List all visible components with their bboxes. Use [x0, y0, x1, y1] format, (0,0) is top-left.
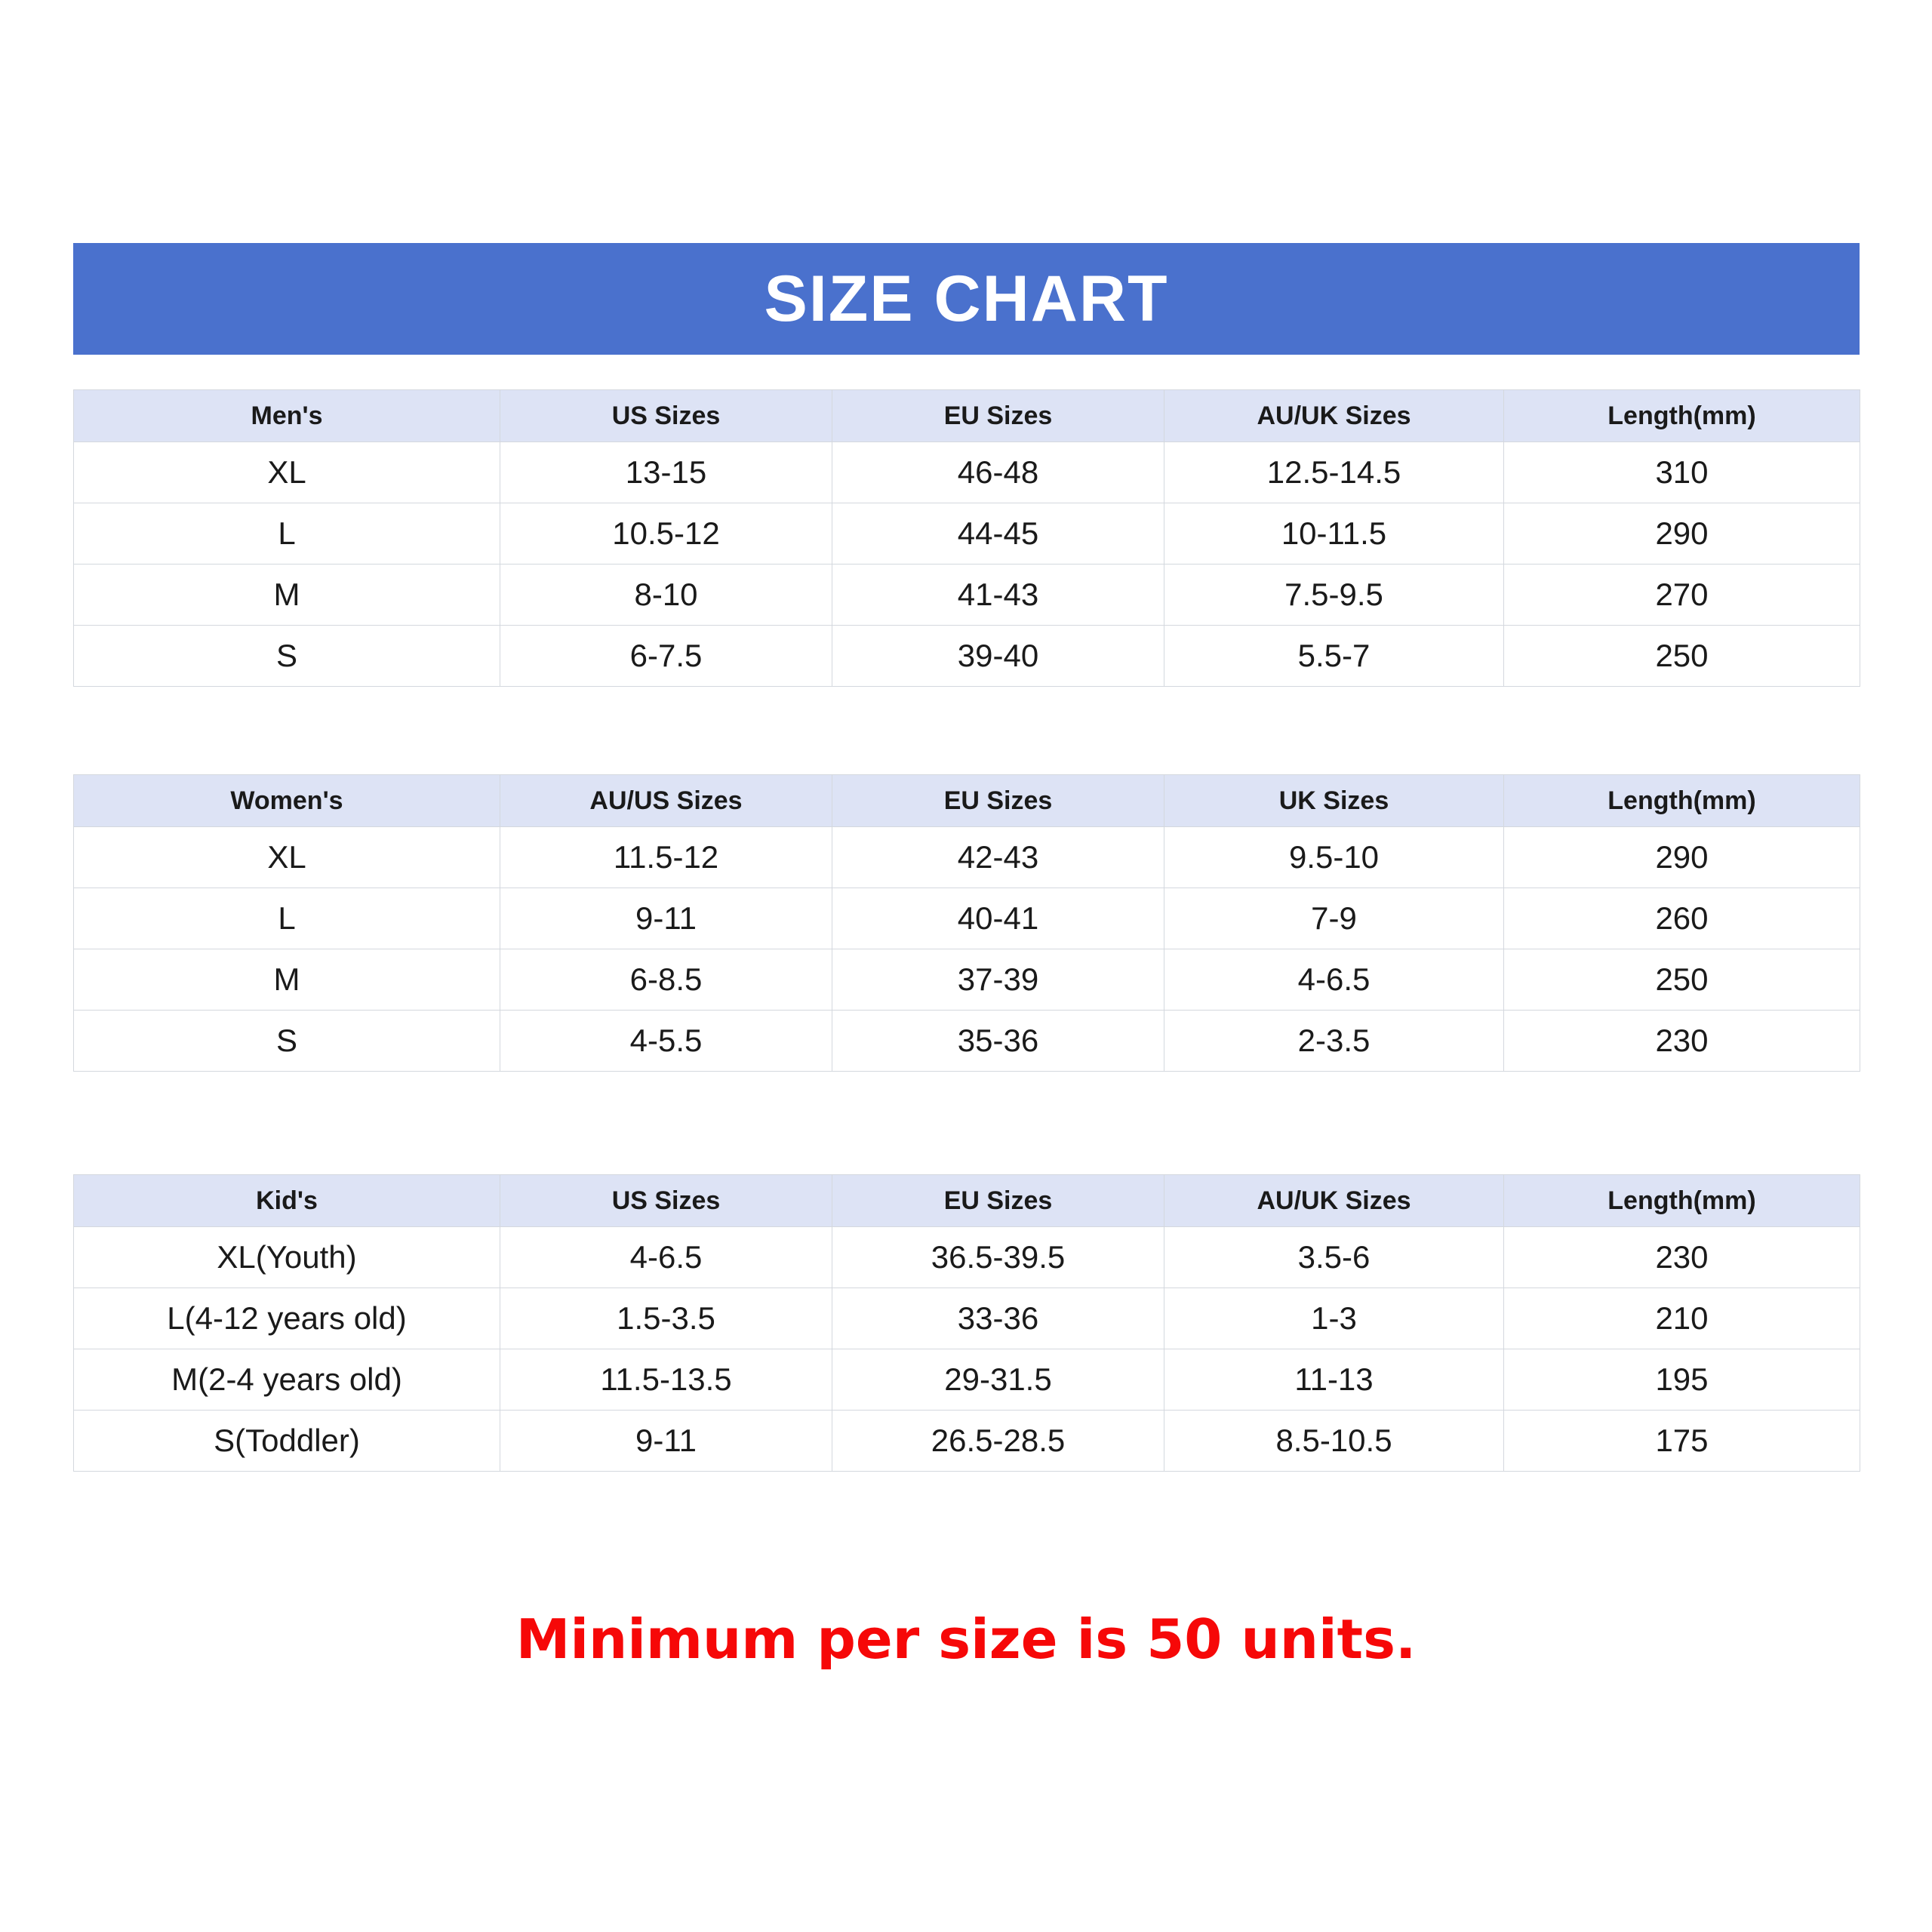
table-row: [74, 1227, 1860, 1288]
table-header-row: [74, 390, 1860, 442]
cell: XL: [74, 827, 500, 888]
cell: M(2-4 years old): [74, 1349, 500, 1411]
cell: 36.5-39.5: [832, 1227, 1164, 1288]
cell: 6-7.5: [500, 626, 832, 687]
cell: L(4-12 years old): [74, 1288, 500, 1349]
cell: 33-36: [832, 1288, 1164, 1349]
cell: 44-45: [832, 503, 1164, 565]
column-header: AU/UK Sizes: [1164, 1175, 1504, 1227]
cell: 260: [1504, 888, 1860, 949]
cell: 250: [1504, 949, 1860, 1011]
cell: 8.5-10.5: [1164, 1411, 1504, 1472]
cell: 230: [1504, 1011, 1860, 1072]
column-header: AU/UK Sizes: [1164, 390, 1504, 442]
table-row: [74, 442, 1860, 503]
cell: 12.5-14.5: [1164, 442, 1504, 503]
cell: S(Toddler): [74, 1411, 500, 1472]
column-header: Length(mm): [1504, 775, 1860, 827]
cell: L: [74, 888, 500, 949]
cell: L: [74, 503, 500, 565]
cell: 6-8.5: [500, 949, 832, 1011]
cell: S: [74, 1011, 500, 1072]
cell: 11.5-13.5: [500, 1349, 832, 1411]
cell: 29-31.5: [832, 1349, 1164, 1411]
table-row: [74, 949, 1860, 1011]
cell: 13-15: [500, 442, 832, 503]
cell: XL(Youth): [74, 1227, 500, 1288]
cell: S: [74, 626, 500, 687]
cell: 2-3.5: [1164, 1011, 1504, 1072]
cell: 35-36: [832, 1011, 1164, 1072]
cell: 1.5-3.5: [500, 1288, 832, 1349]
cell: 42-43: [832, 827, 1164, 888]
column-header: Length(mm): [1504, 390, 1860, 442]
table-row: [74, 626, 1860, 687]
column-header: UK Sizes: [1164, 775, 1504, 827]
cell: 11.5-12: [500, 827, 832, 888]
cell: 310: [1504, 442, 1860, 503]
cell: 26.5-28.5: [832, 1411, 1164, 1472]
column-header: US Sizes: [500, 390, 832, 442]
cell: XL: [74, 442, 500, 503]
cell: 4-6.5: [1164, 949, 1504, 1011]
table-row: [74, 827, 1860, 888]
column-header: Length(mm): [1504, 1175, 1860, 1227]
column-header: US Sizes: [500, 1175, 832, 1227]
cell: 250: [1504, 626, 1860, 687]
cell: 175: [1504, 1411, 1860, 1472]
cell: 11-13: [1164, 1349, 1504, 1411]
column-header: EU Sizes: [832, 775, 1164, 827]
cell: 270: [1504, 565, 1860, 626]
cell: 8-10: [500, 565, 832, 626]
table-row: [74, 1411, 1860, 1472]
cell: M: [74, 565, 500, 626]
cell: 7.5-9.5: [1164, 565, 1504, 626]
table-row: [74, 1349, 1860, 1411]
kids-size-table: [73, 1174, 1860, 1472]
cell: 195: [1504, 1349, 1860, 1411]
mens-size-table: [73, 389, 1860, 687]
cell: 290: [1504, 503, 1860, 565]
cell: 41-43: [832, 565, 1164, 626]
page-title: SIZE CHART: [764, 263, 1169, 335]
column-header: AU/US Sizes: [500, 775, 832, 827]
column-header: Kid's: [74, 1175, 500, 1227]
banner: [73, 243, 1860, 355]
table-header-row: [74, 775, 1860, 827]
cell: 7-9: [1164, 888, 1504, 949]
cell: 4-5.5: [500, 1011, 832, 1072]
cell: 5.5-7: [1164, 626, 1504, 687]
cell: 9-11: [500, 1411, 832, 1472]
table-row: [74, 1011, 1860, 1072]
cell: 290: [1504, 827, 1860, 888]
minimum-order-note: Minimum per size is 50 units.: [515, 1607, 1417, 1671]
column-header: EU Sizes: [832, 1175, 1164, 1227]
womens-size-table: [73, 774, 1860, 1072]
column-header: Women's: [74, 775, 500, 827]
column-header: EU Sizes: [832, 390, 1164, 442]
cell: 9.5-10: [1164, 827, 1504, 888]
cell: 230: [1504, 1227, 1860, 1288]
cell: 10-11.5: [1164, 503, 1504, 565]
cell: 37-39: [832, 949, 1164, 1011]
table-row: [74, 503, 1860, 565]
table-row: [74, 1288, 1860, 1349]
cell: 9-11: [500, 888, 832, 949]
cell: 40-41: [832, 888, 1164, 949]
table-header-row: [74, 1175, 1860, 1227]
cell: 210: [1504, 1288, 1860, 1349]
cell: 1-3: [1164, 1288, 1504, 1349]
table-row: [74, 888, 1860, 949]
cell: 4-6.5: [500, 1227, 832, 1288]
cell: 46-48: [832, 442, 1164, 503]
cell: M: [74, 949, 500, 1011]
cell: 3.5-6: [1164, 1227, 1504, 1288]
table-row: [74, 565, 1860, 626]
cell: 39-40: [832, 626, 1164, 687]
column-header: Men's: [74, 390, 500, 442]
cell: 10.5-12: [500, 503, 832, 565]
